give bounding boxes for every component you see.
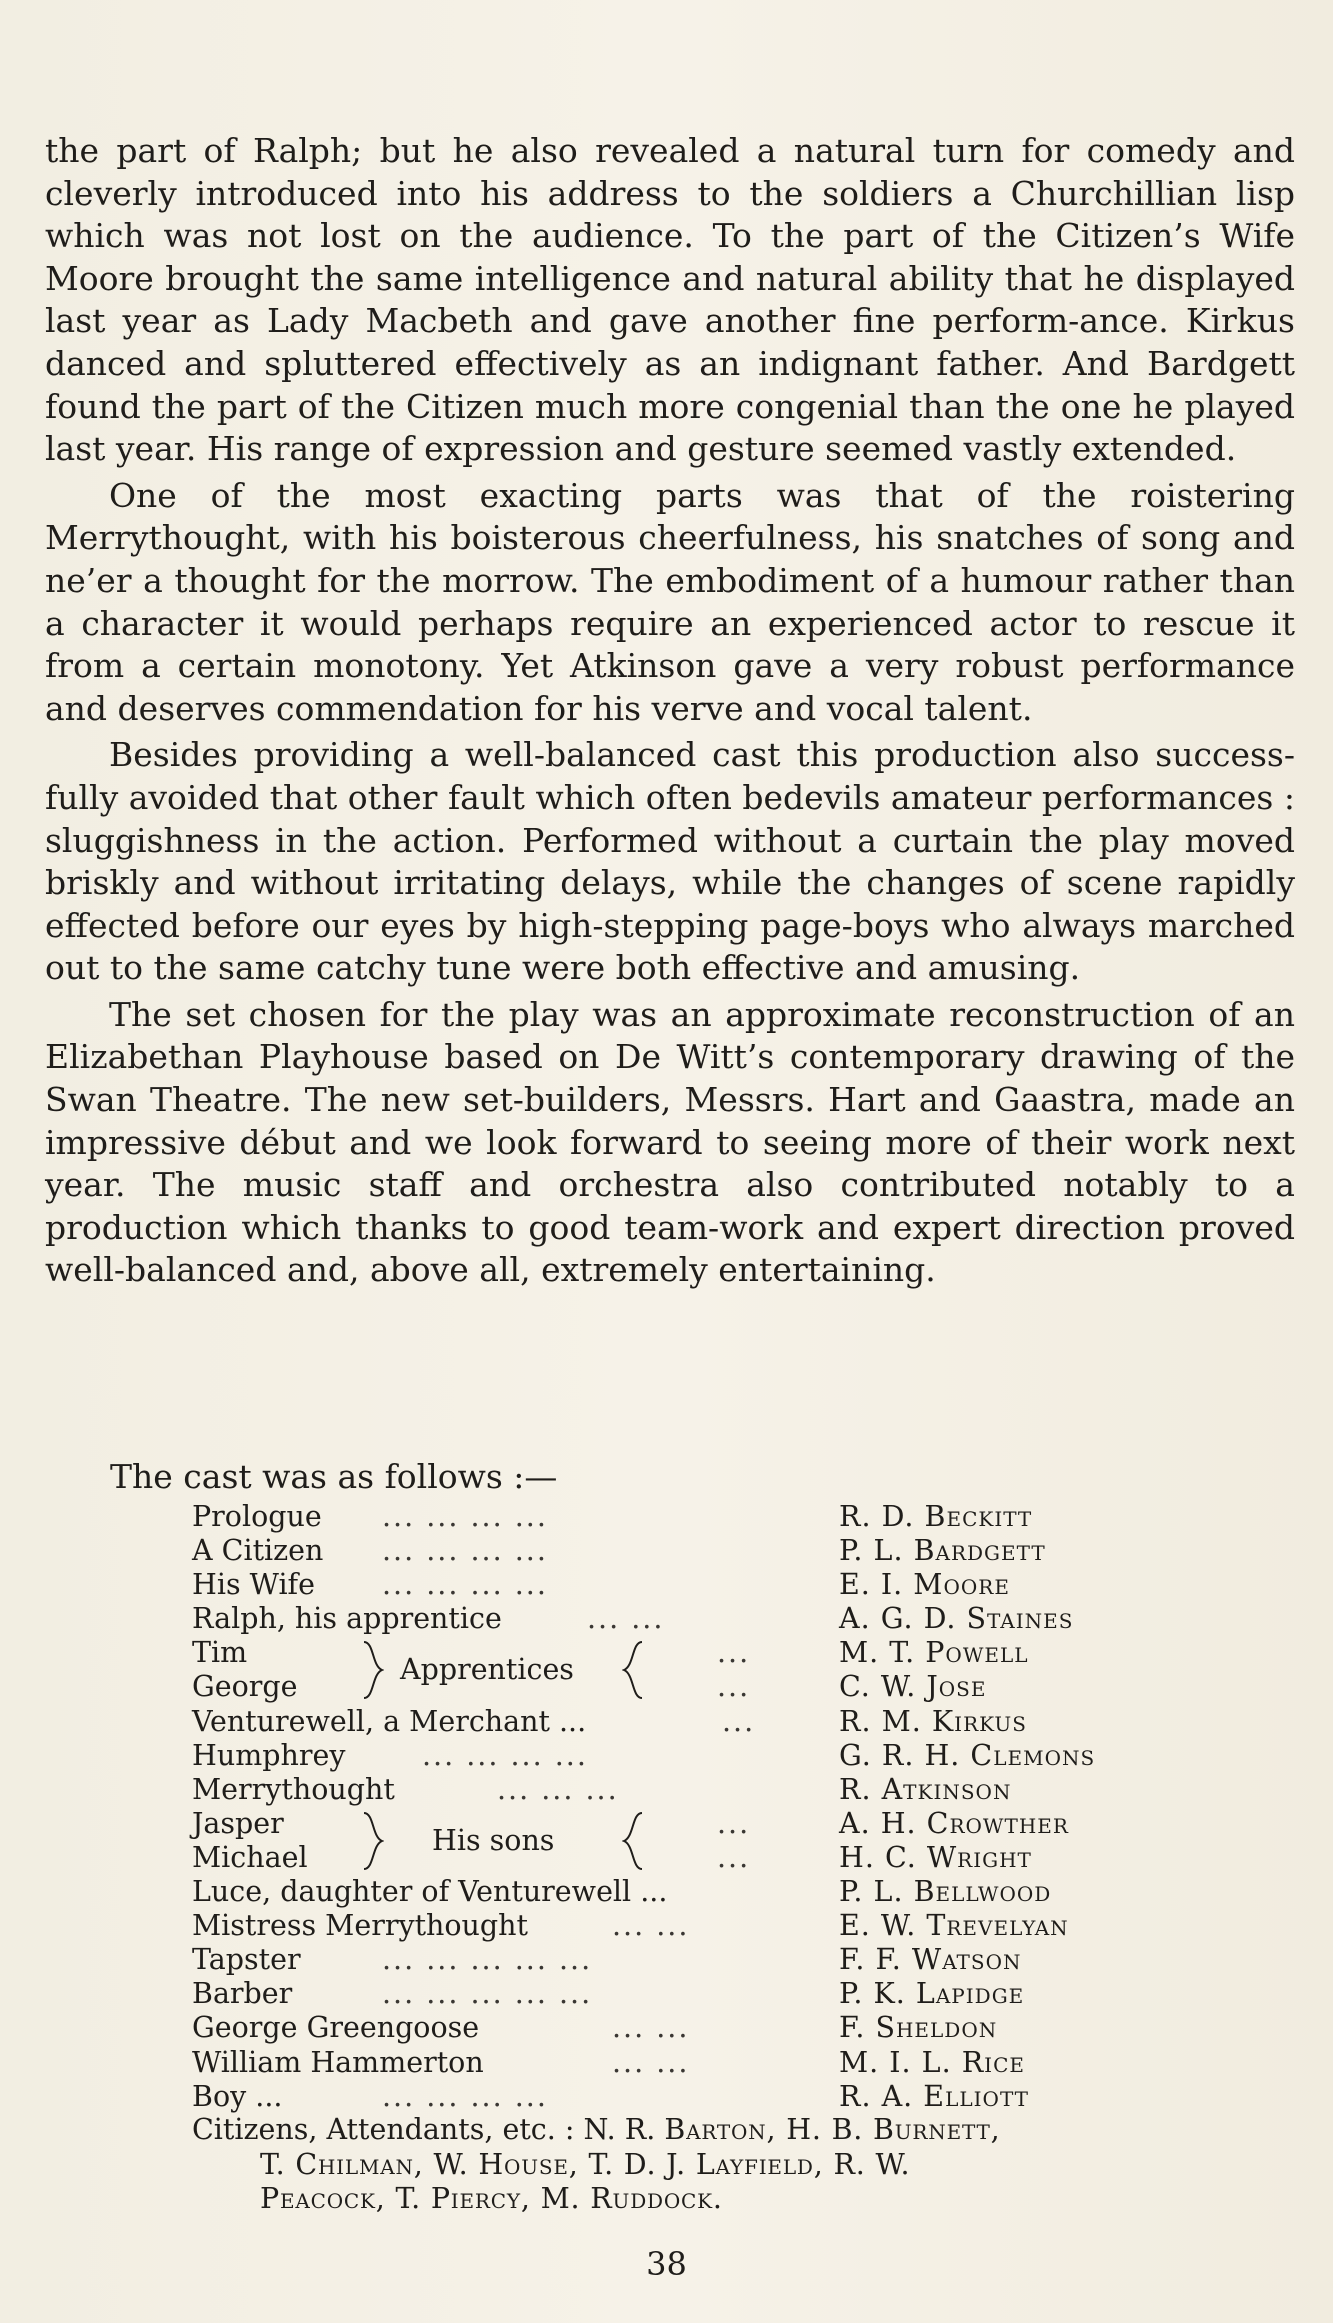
extras-list xyxy=(192,2113,1192,2217)
cast-actor: R. D. Beckitt xyxy=(839,1500,1033,1533)
cast-list xyxy=(192,1500,1192,2114)
group-label: Apprentices xyxy=(400,1653,574,1687)
leader-dots: ... ... ... ... ... xyxy=(382,1943,593,1977)
extras-line-1 xyxy=(192,2113,1192,2148)
cast-role: Tim xyxy=(192,1636,248,1670)
cast-actor: R. A. Elliott xyxy=(839,2079,1029,2113)
cast-role: Barber xyxy=(192,1977,293,2011)
cast-role: Michael xyxy=(192,1840,308,1874)
cast-actor: H. C. Wright xyxy=(839,1840,1032,1874)
article-body xyxy=(45,130,1295,1296)
cast-role: Prologue xyxy=(192,1500,322,1533)
right-brace-icon xyxy=(362,1640,384,1700)
cast-role: George xyxy=(192,1670,298,1704)
cast-row xyxy=(192,1705,1192,1739)
leader-dots: ... ... xyxy=(612,2045,690,2079)
cast-role: Boy ... xyxy=(192,2079,283,2113)
cast-actor: P. L. Bellwood xyxy=(839,1875,1052,1909)
cast-row xyxy=(192,2046,1192,2080)
cast-actor: A. H. Crowther xyxy=(839,1806,1069,1840)
cast-role: George Greengoose xyxy=(192,2011,480,2045)
leader-dots: ... xyxy=(717,1636,751,1670)
leader-dots: ... ... ... ... xyxy=(382,1500,548,1533)
leader-dots: ... xyxy=(717,1670,751,1704)
cast-row xyxy=(192,1739,1192,1773)
cast-row xyxy=(192,1875,1192,1909)
cast-role: William Hammerton xyxy=(192,2045,484,2079)
cast-row xyxy=(192,2080,1192,2114)
cast-actor: P. K. Lapidge xyxy=(839,1977,1025,2011)
right-brace-icon xyxy=(362,1811,384,1871)
cast-group-apprentices xyxy=(192,1636,1192,1704)
leader-dots: ... ... ... ... xyxy=(382,2079,548,2113)
extras-lead: Citizens, Attendants, etc. : N. R. xyxy=(192,2113,656,2146)
cast-group-sons xyxy=(192,1807,1192,1875)
cast-role: Tapster xyxy=(192,1943,301,1977)
cast-row xyxy=(192,1568,1192,1602)
group-label: His sons xyxy=(432,1823,555,1857)
cast-actor: P. L. Bardgett xyxy=(839,1534,1046,1568)
leader-dots: ... ... ... ... xyxy=(382,1534,548,1568)
page-number: 38 xyxy=(646,2245,687,2283)
cast-row xyxy=(192,2011,1192,2045)
cast-actor: F. Sheldon xyxy=(839,2011,998,2045)
cast-actor: E. W. Trevelyan xyxy=(839,1909,1069,1943)
leader-dots: ... xyxy=(722,1704,756,1738)
cast-row xyxy=(192,1500,1192,1534)
cast-intro: The cast was as follows :— xyxy=(110,1457,558,1496)
cast-role: Merrythought xyxy=(192,1772,395,1806)
extras-line-2: T. Chilman, W. House, T. D. J. Layfield, R. W. xyxy=(260,2147,911,2181)
left-brace-icon xyxy=(622,1640,644,1700)
cast-row xyxy=(192,1773,1192,1807)
leader-dots: ... ... ... xyxy=(497,1772,619,1806)
cast-role: Ralph, his apprentice xyxy=(192,1602,502,1636)
extras-names-1: Barton, H. B. Burnett, xyxy=(664,2113,1001,2146)
paragraph-4: The set chosen for the play was an approximate reconstruction of an Elizabethan Playhouse based on De Witt’s contemporary drawing of the Swan Theatre. The new set-builders, Messrs. Hart and Gaastra, made an impressive début and we look forward to seeing more of their work next year. The music staff and orchestra also contributed notably to a production which thanks to good team-work and expert direction proved well-balanced and, above all, extremely entertaining. xyxy=(45,994,1295,1290)
paragraph-1: the part of Ralph; but he also revealed a natural turn for comedy and cleverly introduced into his address to the soldiers a Churchillian lisp which was not lost on the audience. To the part of the Citizen’s Wife Moore brought the same intelligence and natural ability that he displayed last year as Lady Macbeth and gave another fine perform-ance. Kirkus danced and spluttered effectively as an indignant father. And Bardgett found the part of the Citizen much more congenial than the one he played last year. His range of expression and gesture seemed vastly extended. xyxy=(45,131,1295,469)
leader-dots: ... ... ... ... xyxy=(422,1738,588,1772)
cast-actor: F. F. Watson xyxy=(839,1943,1022,1977)
cast-actor: M. T. Powell xyxy=(839,1636,1029,1670)
leader-dots: ... ... xyxy=(612,1909,690,1943)
leader-dots: ... ... xyxy=(612,2011,690,2045)
paragraph-3: Besides providing a well-balanced cast this production also success-fully avoided that other fault which often bedevils amateur performances : sluggishness in the action. Performed without a curtain the play moved briskly and without irritating delays, while the changes of scene rapidly effected before our eyes by high-stepping page-boys who always marched out to the same catchy tune were both effective and amusing. xyxy=(45,735,1295,988)
leader-dots: ... ... xyxy=(587,1602,665,1636)
cast-row xyxy=(192,1909,1192,1943)
cast-row xyxy=(192,1534,1192,1568)
left-brace-icon xyxy=(622,1811,644,1871)
extras-line-3: Peacock, T. Piercy, M. Ruddock. xyxy=(260,2182,723,2215)
cast-role: Mistress Merrythought xyxy=(192,1909,528,1943)
cast-role: His Wife xyxy=(192,1568,315,1602)
cast-actor: R. Atkinson xyxy=(839,1772,1012,1806)
cast-actor: C. W. Jose xyxy=(839,1670,987,1704)
cast-row xyxy=(192,1943,1192,1977)
cast-role: Humphrey xyxy=(192,1738,346,1772)
cast-actor: E. I. Moore xyxy=(839,1568,1010,1602)
cast-role: Luce, daughter of Venturewell ... xyxy=(192,1875,668,1909)
cast-role: Venturewell, a Merchant ... xyxy=(192,1704,587,1738)
cast-actor: A. G. D. Staines xyxy=(839,1602,1074,1636)
cast-role: A Citizen xyxy=(192,1534,324,1568)
cast-role: Jasper xyxy=(192,1806,284,1840)
cast-row xyxy=(192,1602,1192,1636)
cast-actor: R. M. Kirkus xyxy=(839,1704,1027,1738)
cast-row xyxy=(192,1977,1192,2011)
leader-dots: ... xyxy=(717,1806,751,1840)
leader-dots: ... xyxy=(717,1840,751,1874)
cast-actor: M. I. L. Rice xyxy=(839,2045,1025,2079)
cast-actor: G. R. H. Clemons xyxy=(839,1738,1096,1772)
leader-dots: ... ... ... ... ... xyxy=(382,1977,593,2011)
paragraph-2: One of the most exacting parts was that of the roistering Merrythought, with his boisterous cheerfulness, his snatches of song and ne’er a thought for the morrow. The embodiment of a humour rather than a character it would perhaps require an experienced actor to rescue it from a certain monotony. Yet Atkinson gave a very robust performance and deserves commendation for his verve and vocal talent. xyxy=(45,475,1295,728)
leader-dots: ... ... ... ... xyxy=(382,1568,548,1602)
